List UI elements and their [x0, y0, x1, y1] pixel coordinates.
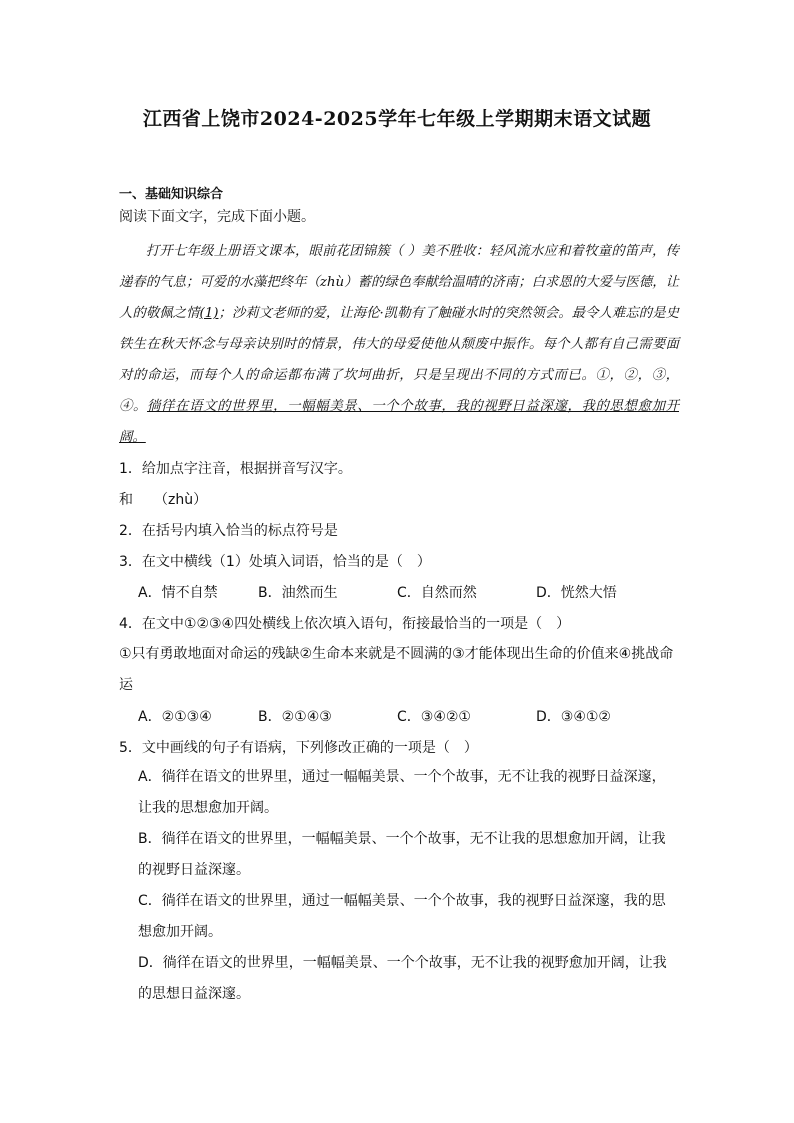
q5-option-d: D．徜徉在语文的世界里，一幅幅美景、一个个故事，无不让我的视野愈加开阔，让我的思想日益深邃。 — [138, 955, 667, 1002]
q5-option-a: A．徜徉在语文的世界里，通过一幅幅美景、一个个故事，无不让我的视野日益深邃，让我的思想愈加开阔。 — [138, 769, 666, 816]
question-2: 2．在括号内填入恰当的标点符号是 — [119, 523, 338, 539]
section-heading: 一、基础知识综合 — [119, 187, 224, 202]
q4-option-a: A．②①③④ — [138, 709, 212, 725]
question-3: 3．在文中横线（1）处填入词语，恰当的是（ ） — [119, 554, 431, 570]
q3-option-a: A．情不自禁 — [138, 585, 218, 601]
q4-option-b: B．②①④③ — [258, 709, 332, 725]
q4-option-c: C．③④②① — [397, 709, 471, 725]
page-title: 江西省上饶市2024-2025学年七年级上学期期末语文试题 — [142, 108, 652, 130]
blank-1: (1) — [199, 306, 219, 321]
passage-part-1: 打开七年级上册语文课本，眼前花团锦簇（ ）美不胜收：轻风流水应和着牧童的笛声，传递春的气息；可爱的水藻把终年（zhù）蓄的绿色奉献给温晴的济南；白求恩的大爱与医德，让人的敬佩之情 — [119, 244, 679, 321]
reading-passage — [119, 236, 679, 453]
blank-markers: ①，②，③，④。 — [119, 368, 679, 414]
question-5: 5．文中画线的句子有语病，下列修改正确的一项是（ ） — [119, 740, 478, 756]
question-1-line: 和 （zhù） — [119, 492, 208, 508]
q5-option-b: B．徜徉在语文的世界里，一幅幅美景、一个个故事，无不让我的思想愈加开阔，让我的视野日益深邃。 — [138, 831, 666, 878]
underlined-sentence: 徜徉在语文的世界里，一幅幅美景、一个个故事，我的视野日益深邃，我的思想愈加开阔。 — [119, 399, 679, 445]
q3-option-c: C．自然而然 — [397, 585, 477, 601]
question-4: 4．在文中①②③④四处横线上依次填入语句，衔接最恰当的一项是（ ） — [119, 616, 571, 632]
question-4-text: ①只有勇敢地面对命运的残缺②生命本来就是不圆满的③才能体现出生命的价值来④挑战命运 — [119, 646, 674, 693]
q5-option-c: C．徜徉在语文的世界里，通过一幅幅美景、一个个故事，我的视野日益深邃，我的思想愈加开阔。 — [138, 893, 666, 940]
question-1: 1．给加点字注音，根据拼音写汉字。 — [119, 461, 352, 477]
q4-option-d: D．③④①② — [536, 709, 611, 725]
q3-option-d: D．恍然大悟 — [536, 585, 617, 601]
reading-instruction: 阅读下面文字，完成下面小题。 — [119, 209, 315, 225]
passage-part-2: ；沙莉文老师的爱，让海伦·凯勒有了触碰水时的突然领会。最令人难忘的是史铁生在秋天怀念与母亲诀别时的情景，伟大的母爱使他从颓废中振作。每个人都有自己需要面对的命运，而每个人的命运都布满了坎坷曲折，只是呈现出不同的方式而已。 — [119, 306, 679, 383]
q3-option-b: B．油然而生 — [258, 585, 338, 601]
